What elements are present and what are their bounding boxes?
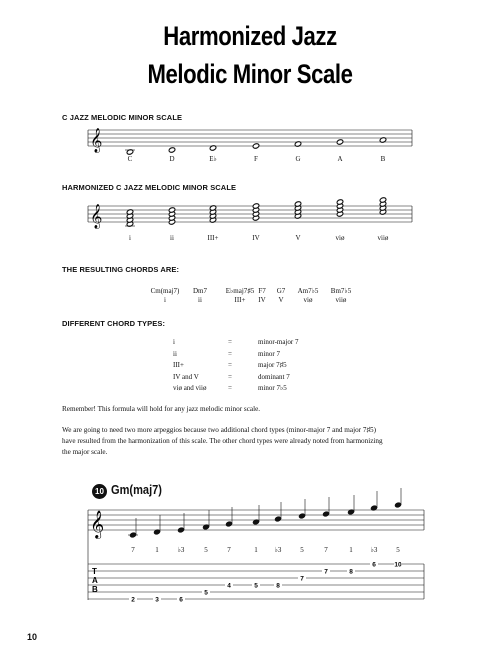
- degree-label: 5: [300, 546, 304, 554]
- chord-numeral: viø: [303, 296, 313, 304]
- degree-label: 7: [227, 546, 231, 554]
- example-noteheads: [128, 488, 402, 538]
- notehead: [252, 143, 259, 149]
- tab-clef-b: B: [92, 585, 98, 594]
- notehead: [177, 527, 184, 533]
- chord-name: Bm7♭5: [330, 287, 352, 295]
- roman-numeral: III+: [207, 234, 219, 242]
- degree-label: 7: [131, 546, 135, 554]
- tab-fret-number: 6: [179, 596, 183, 604]
- scale-note-labels: [128, 155, 386, 163]
- chord-numeral: ii: [198, 296, 202, 304]
- roman-numeral: viø: [335, 234, 345, 242]
- roman-numeral: viiø: [377, 234, 389, 242]
- chord-type-equals: =: [228, 384, 232, 392]
- roman-numeral: V: [295, 234, 301, 242]
- chord-type-equals: =: [228, 361, 232, 369]
- tab-fret-number: 6: [372, 561, 376, 569]
- chord-type-equals: =: [228, 338, 232, 346]
- example-title: Gm(maj7): [111, 482, 162, 497]
- chord-name: F7: [258, 287, 266, 295]
- chord-name: E♭maj7♯5: [225, 287, 255, 295]
- chord-type-name: major 7♯5: [258, 361, 287, 369]
- tab-clef-a: A: [92, 576, 98, 585]
- tab-fret-number: 8: [276, 582, 280, 590]
- degree-label: 7: [324, 546, 328, 554]
- paragraph-explain-3: the major scale.: [62, 448, 108, 456]
- scale-note-label: E♭: [209, 155, 217, 163]
- roman-numeral: ii: [170, 234, 174, 242]
- notehead: [168, 147, 175, 153]
- degree-label: ♭3: [370, 546, 378, 554]
- scale-note-label: C: [127, 155, 133, 163]
- staff-scale: [88, 130, 412, 146]
- chord-numeral: V: [278, 296, 284, 304]
- tab-fret-number: 5: [254, 582, 258, 590]
- degree-label: ♭3: [274, 546, 282, 554]
- chord-numeral: viiø: [335, 296, 347, 304]
- scale-note-label: F: [254, 155, 258, 163]
- example-number-badge: 10: [92, 484, 107, 499]
- scale-note-label: G: [295, 155, 301, 163]
- chord-numeral: IV: [258, 296, 266, 304]
- tab-fret-number: 10: [394, 561, 402, 569]
- paragraph-remember: Remember! This formula will hold for any jazz melodic minor scale.: [62, 405, 261, 413]
- notehead: [274, 516, 281, 522]
- chord-type-name: dominant 7: [258, 372, 290, 381]
- chord-type-degree: III+: [173, 361, 184, 369]
- chord-type-equals: =: [228, 372, 232, 381]
- chord-type-degree: ii: [173, 349, 177, 358]
- chord-numeral: i: [164, 296, 166, 304]
- degree-label: 1: [254, 546, 258, 554]
- chord-numeral: III+: [234, 296, 246, 304]
- tab-fret-number: 4: [227, 582, 231, 590]
- chord-name: G7: [276, 287, 286, 295]
- section-label-harmonized: HARMONIZED C JAZZ MELODIC MINOR SCALE: [62, 183, 237, 192]
- treble-clef-icon: 𝄞: [90, 128, 103, 152]
- tab-fret-number: 7: [324, 568, 328, 576]
- chord-type-name: minor-major 7: [258, 338, 299, 346]
- degree-label: ♭3: [177, 546, 185, 554]
- scale-note-label: D: [169, 155, 175, 163]
- degree-label: 1: [155, 546, 159, 554]
- tab-numbers: [129, 560, 402, 604]
- page-title-line2: Melodic Minor Scale: [147, 59, 353, 89]
- notehead: [298, 513, 305, 519]
- chord-type-equals: =: [228, 349, 232, 358]
- section-label-chord-types: DIFFERENT CHORD TYPES:: [62, 319, 166, 328]
- tab-fret-number: 3: [155, 596, 159, 604]
- tab-clef-t: T: [92, 567, 97, 576]
- chord-name: Am7♭5: [297, 287, 319, 295]
- scale-note-label: A: [337, 155, 343, 163]
- chord-name: Dm7: [193, 287, 207, 295]
- paragraph-explain-2: have resulted from the harmonization of this scale. The other chord types were already noted from harmonizing: [62, 437, 383, 445]
- chord-type-name: minor 7: [258, 349, 280, 358]
- roman-numeral: IV: [252, 234, 260, 242]
- page-number: 10: [27, 632, 38, 642]
- notehead: [394, 502, 401, 508]
- section-label-resulting: THE RESULTING CHORDS ARE:: [62, 265, 180, 274]
- chord-name: Cm(maj7): [150, 287, 180, 295]
- chord-type-degree: i: [173, 338, 175, 346]
- harmonized-numeral-labels: [129, 234, 389, 242]
- page-title-line1: Harmonized Jazz: [163, 21, 337, 51]
- degree-label: 5: [204, 546, 208, 554]
- chord-noteheads: [125, 197, 387, 227]
- chord-type-name: minor 7♭5: [258, 384, 287, 392]
- tab-fret-number: 8: [349, 568, 353, 576]
- staff-harmonized: [88, 206, 412, 222]
- tab-fret-number: 5: [204, 589, 208, 597]
- section-label-scale: C JAZZ MELODIC MINOR SCALE: [62, 113, 183, 122]
- treble-clef-icon: 𝄞: [90, 510, 105, 538]
- notehead: [336, 139, 343, 145]
- notehead: [322, 511, 329, 517]
- chord-type-degree: IV and V: [173, 372, 199, 381]
- paragraph-explain-1: We are going to need two more arpeggios because two additional chord types (minor-major 7 and major 7♯5): [62, 426, 377, 434]
- notehead: [225, 521, 232, 527]
- roman-numeral: i: [129, 234, 131, 242]
- tab-fret-number: 7: [300, 575, 304, 583]
- treble-clef-icon: 𝄞: [90, 204, 103, 228]
- degree-label: 5: [396, 546, 400, 554]
- tab-fret-number: 2: [131, 596, 135, 604]
- degree-label: 1: [349, 546, 353, 554]
- scale-note-label: B: [380, 155, 386, 163]
- chord-type-degree: viø and viiø: [173, 384, 207, 392]
- degree-labels: [131, 546, 400, 554]
